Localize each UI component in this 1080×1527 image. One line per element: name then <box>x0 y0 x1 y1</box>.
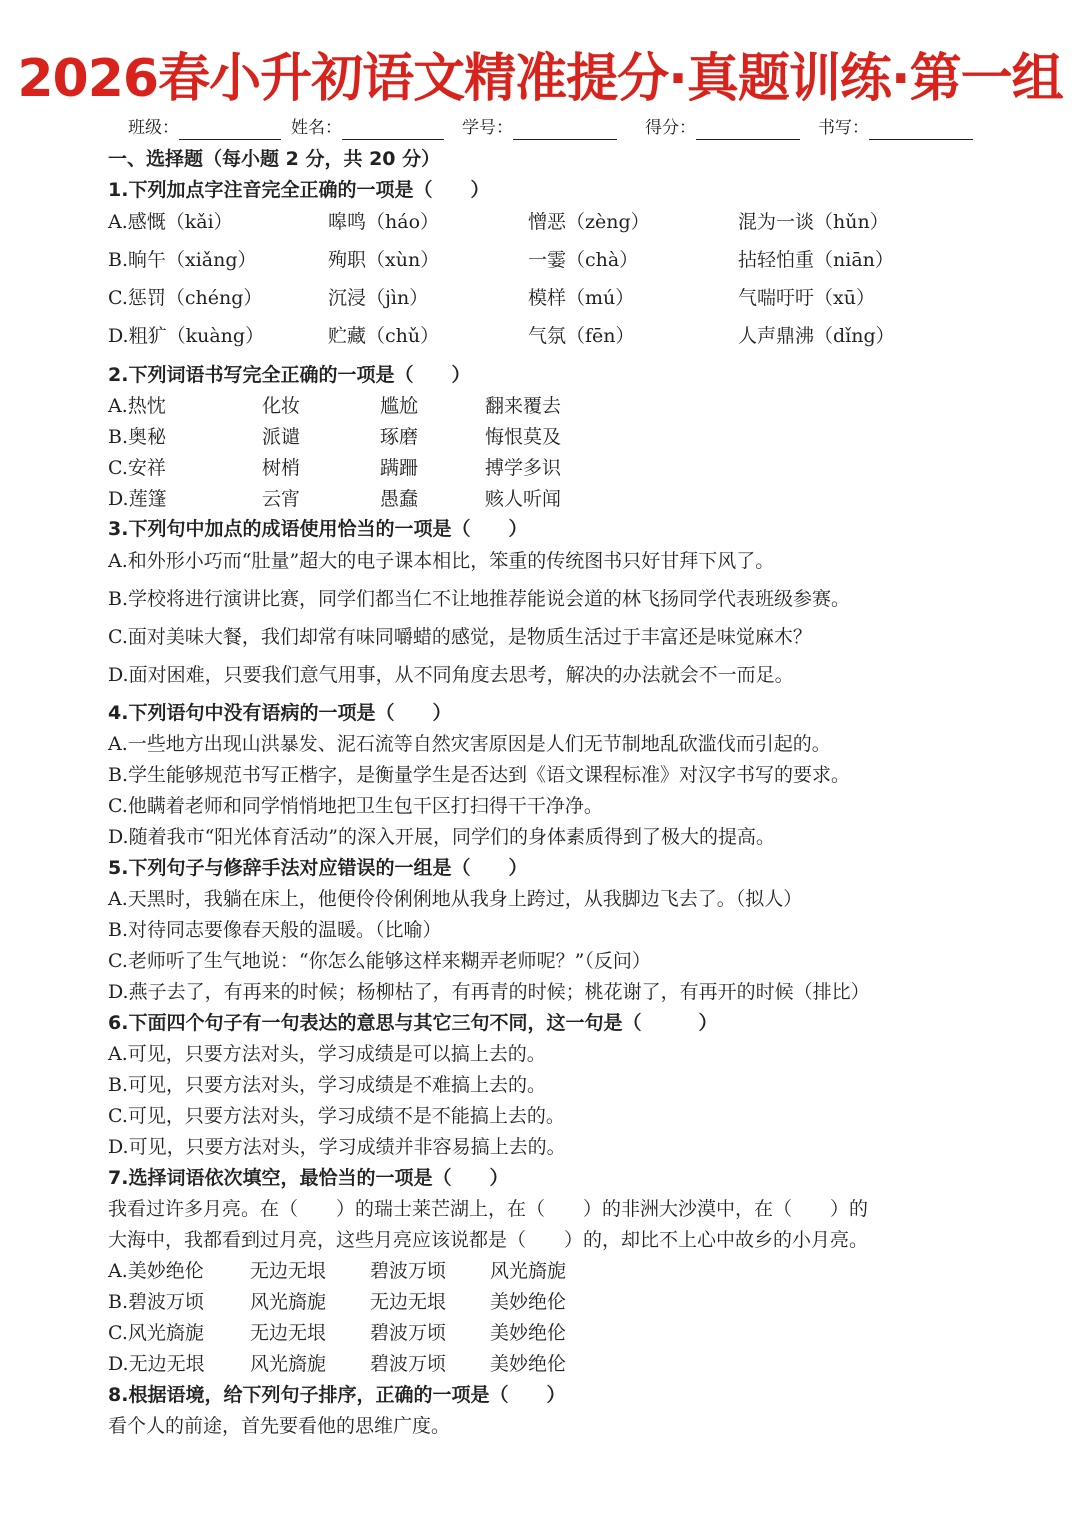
q1-option-b2: 殉职（xùn） <box>328 249 440 271</box>
score-blank[interactable] <box>696 121 800 140</box>
q3-option-b: B.学校将进行演讲比赛，同学们都当仁不让地推荐能说会道的林飞扬同学代表班级参赛。 <box>108 588 851 610</box>
class-label: 班级： <box>128 118 179 138</box>
q4-option-c: C.他瞒着老师和同学悄悄地把卫生包干区打扫得干干净净。 <box>108 795 603 817</box>
q2-option-b4: 悔恨莫及 <box>485 426 562 448</box>
q2-option-d4: 赅人听闻 <box>485 488 562 510</box>
q1-option-c3: 模样（mú） <box>528 287 635 309</box>
q4-option-d: D.随着我市“阳光体育活动”的深入开展，同学们的身体素质得到了极大的提高。 <box>108 826 776 848</box>
q6-option-c: C.可见，只要方法对头，学习成绩不是不能搞上去的。 <box>108 1105 565 1127</box>
q7-option-b3: 无边无垠 <box>370 1291 447 1313</box>
class-field <box>128 116 291 140</box>
class-blank[interactable] <box>179 121 281 140</box>
id-blank[interactable] <box>513 121 617 140</box>
q7-option-a2: 无边无垠 <box>250 1260 327 1282</box>
q2-option-b1: B.奥秘 <box>108 426 167 448</box>
q2-option-b2: 派谴 <box>262 426 301 448</box>
q1-option-a3: 憎恶（zèng） <box>528 211 650 233</box>
q1-option-a1: A.感慨（kǎi） <box>108 211 233 233</box>
q1-option-d1: D.粗犷（kuàng） <box>108 325 265 347</box>
q5-option-d: D.燕子去了，有再来的时候；杨柳枯了，有再青的时候；桃花谢了，有再开的时候（排比） <box>108 981 870 1003</box>
q1-option-c2: 沉浸（jìn） <box>328 287 429 309</box>
q7-option-a3: 碧波万顷 <box>370 1260 447 1282</box>
q7-option-b1: B.碧波万顷 <box>108 1291 205 1313</box>
q5-option-b: B.对待同志要像春天般的温暖。（比喻） <box>108 919 442 941</box>
q5-option-a: A.天黑时，我躺在床上，他便伶伶俐俐地从我身上跨过，从我脚边飞去了。（拟人） <box>108 888 803 910</box>
writing-field <box>818 116 983 140</box>
q1-option-b4: 拈轻怕重（niān） <box>738 249 894 271</box>
name-blank[interactable] <box>342 121 444 140</box>
q7-option-a4: 风光旖旎 <box>490 1260 567 1282</box>
question-2-stem: 2.下列词语书写完全正确的一项是（ ） <box>108 364 471 386</box>
q8-passage: 看个人的前途，首先要看他的思维广度。 <box>108 1415 451 1437</box>
id-field <box>462 116 627 140</box>
q2-option-c2: 树梢 <box>262 457 301 479</box>
q3-option-d: D.面对困难，只要我们意气用事，从不同角度去思考，解决的办法就会不一而足。 <box>108 664 794 686</box>
q7-option-d4: 美妙绝伦 <box>490 1353 567 1375</box>
page-title: 2026春小升初语文精准提分·真题训练·第一组 <box>17 49 1063 109</box>
q3-option-c: C.面对美味大餐，我们却常有味同嚼蜡的感觉，是物质生活过于丰富还是味觉麻木？ <box>108 626 812 648</box>
q2-option-d3: 愚蠢 <box>380 488 419 510</box>
score-label: 得分： <box>645 118 696 138</box>
q1-option-a2: 嗥鸣（háo） <box>328 211 440 233</box>
q7-option-c4: 美妙绝伦 <box>490 1322 567 1344</box>
writing-blank[interactable] <box>869 121 973 140</box>
q1-option-d3: 气氛（fēn） <box>528 325 635 347</box>
student-info-row <box>128 116 988 140</box>
q7-option-b2: 风光旖旎 <box>250 1291 327 1313</box>
q7-option-a1: A.美妙绝伦 <box>108 1260 204 1282</box>
name-field <box>291 116 454 140</box>
q6-option-a: A.可见，只要方法对头，学习成绩是可以搞上去的。 <box>108 1043 546 1065</box>
writing-label: 书写： <box>818 118 869 138</box>
q3-option-a: A.和外形小巧而“肚量”超大的电子课本相比，笨重的传统图书只好甘拜下风了。 <box>108 550 775 572</box>
q2-option-c4: 搏学多识 <box>485 457 562 479</box>
q2-option-d1: D.莲篷 <box>108 488 167 510</box>
name-label: 姓名： <box>291 118 342 138</box>
q7-option-d1: D.无边无垠 <box>108 1353 205 1375</box>
q1-option-b1: B.晌午（xiǎng） <box>108 249 257 271</box>
q1-option-b3: 一霎（chà） <box>528 249 639 271</box>
question-4-stem: 4.下列语句中没有语病的一项是（ ） <box>108 702 452 724</box>
q2-option-a2: 化妆 <box>262 395 301 417</box>
q7-passage-line-1: 我看过许多月亮。在（ ）的瑞士莱芒湖上，在（ ）的非洲大沙漠中，在（ ）的 <box>108 1198 869 1220</box>
q7-passage-line-2: 大海中，我都看到过月亮，这些月亮应该说都是（ ）的，却比不上心中故乡的小月亮。 <box>108 1229 869 1251</box>
q1-option-d4: 人声鼎沸（dǐng） <box>738 325 895 347</box>
q7-option-b4: 美妙绝伦 <box>490 1291 567 1313</box>
q6-option-b: B.可见，只要方法对头，学习成绩是不难搞上去的。 <box>108 1074 547 1096</box>
q2-option-d2: 云宵 <box>262 488 301 510</box>
id-label: 学号： <box>462 118 513 138</box>
q7-option-d2: 风光旖旎 <box>250 1353 327 1375</box>
q7-option-d3: 碧波万顷 <box>370 1353 447 1375</box>
q2-option-a3: 尴尬 <box>380 395 419 417</box>
question-5-stem: 5.下列句子与修辞手法对应错误的一组是（ ） <box>108 857 528 879</box>
q7-option-c2: 无边无垠 <box>250 1322 327 1344</box>
question-3-stem: 3.下列句中加点的成语使用恰当的一项是（ ） <box>108 518 528 540</box>
q2-option-b3: 琢磨 <box>380 426 419 448</box>
q2-option-c3: 蹒跚 <box>380 457 419 479</box>
q7-option-c1: C.风光旖旎 <box>108 1322 204 1344</box>
q5-option-c: C.老师听了生气地说：“你怎么能够这样来糊弄老师呢？”（反问） <box>108 950 651 972</box>
q1-option-c1: C.惩罚（chéng） <box>108 287 263 309</box>
q1-option-a4: 混为一谈（hǔn） <box>738 211 889 233</box>
q6-option-d: D.可见，只要方法对头，学习成绩并非容易搞上去的。 <box>108 1136 566 1158</box>
question-1-stem: 1.下列加点字注音完全正确的一项是（ ） <box>108 179 490 201</box>
section-heading: 一、选择题（每小题 2 分，共 20 分） <box>108 148 441 170</box>
q7-option-c3: 碧波万顷 <box>370 1322 447 1344</box>
q1-option-c4: 气喘吁吁（xū） <box>738 287 875 309</box>
question-6-stem: 6.下面四个句子有一句表达的意思与其它三句不同，这一句是（ ） <box>108 1012 718 1034</box>
q2-option-c1: C.安祥 <box>108 457 166 479</box>
question-8-stem: 8.根据语境，给下列句子排序，正确的一项是（ ） <box>108 1384 566 1406</box>
score-field <box>645 116 810 140</box>
q4-option-a: A.一些地方出现山洪暴发、泥石流等自然灾害原因是人们无节制地乱砍滥伐而引起的。 <box>108 733 831 755</box>
q2-option-a4: 翻来覆去 <box>485 395 562 417</box>
q1-option-d2: 贮藏（chǔ） <box>328 325 440 347</box>
question-7-stem: 7.选择词语依次填空，最恰当的一项是（ ） <box>108 1167 509 1189</box>
q2-option-a1: A.热忱 <box>108 395 166 417</box>
q4-option-b: B.学生能够规范书写正楷字，是衡量学生是否达到《语文课程标准》对汉字书写的要求。 <box>108 764 851 786</box>
